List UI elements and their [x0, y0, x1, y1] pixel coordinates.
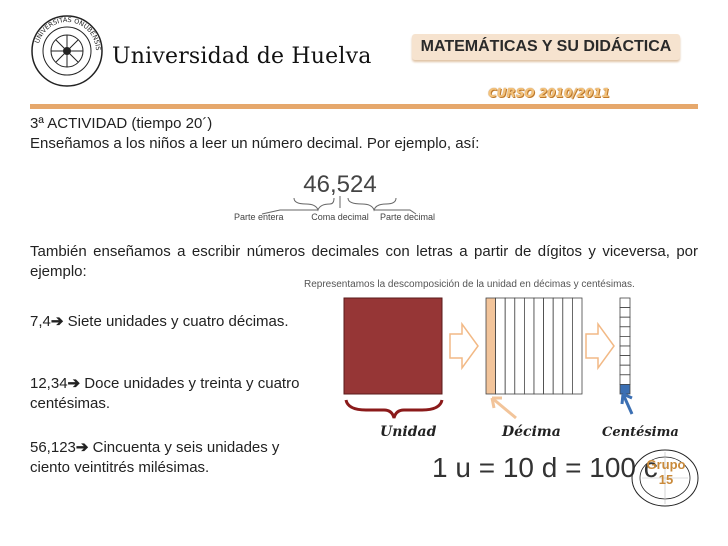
- tenth-strip: [524, 298, 534, 394]
- seal-text: UNIVERSITAS ONUBENSIS: [33, 15, 103, 51]
- group-badge: [638, 457, 694, 487]
- example-item: [30, 374, 320, 414]
- label-tenth: Décima: [502, 424, 561, 440]
- figure-caption: Representamos la descomposición de la unidad en décimas y centésimas.: [304, 279, 635, 290]
- unit-brace: [346, 400, 442, 418]
- tenth-strip: [486, 298, 496, 394]
- hundredth-cell: [620, 336, 630, 346]
- example-item: [30, 438, 320, 478]
- header-divider: [30, 104, 698, 109]
- example-number: 12,34: [30, 375, 68, 392]
- hundredth-cell: [620, 327, 630, 337]
- label-unit: Unidad: [380, 424, 437, 440]
- equivalence-equation: 1 u = 10 d = 100 c: [432, 452, 658, 483]
- tenths-grid: [486, 298, 582, 394]
- label-hundredth: Centésima: [602, 425, 679, 440]
- group-number: 15: [658, 472, 674, 487]
- hundredth-cell: [620, 308, 630, 318]
- example-words: Doce unidades y treinta y cuatro centésimas.: [30, 375, 300, 412]
- hundredth-cell: [620, 356, 630, 366]
- hundredth-cell: [620, 384, 630, 394]
- tenth-strip: [553, 298, 563, 394]
- label-decimal-comma: Coma decimal: [311, 212, 369, 222]
- group-label: Grupo: [646, 457, 686, 472]
- integer-brace: [294, 198, 334, 210]
- tenth-strip: [534, 298, 544, 394]
- example-words: Siete unidades y cuatro décimas.: [67, 313, 289, 330]
- tenth-pointer-arrow: [492, 398, 516, 418]
- hundredth-cell: [620, 365, 630, 375]
- tenth-strip: [572, 298, 582, 394]
- hollow-arrow-icon: [450, 324, 478, 368]
- hundredth-cell: [620, 317, 630, 327]
- course-title: MATEMÁTICAS Y SU DIDÁCTICA: [412, 34, 680, 60]
- university-seal-icon: [30, 14, 104, 88]
- tenth-strip: [505, 298, 515, 394]
- tenth-strip: [544, 298, 554, 394]
- unit-square: [344, 298, 442, 394]
- hundredths-strip: [620, 298, 630, 394]
- example-words: Cincuenta y seis unidades y ciento veintitrés milésimas.: [30, 439, 280, 476]
- decimal-parts-diagram: [220, 164, 460, 234]
- university-name: Universidad de Huelva: [112, 44, 372, 69]
- tenth-strip: [515, 298, 525, 394]
- writing-paragraph: También enseñamos a escribir números decimales con letras a partir de dígitos y viceversa, por ejemplo:: [30, 243, 698, 280]
- hundredth-cell: [620, 346, 630, 356]
- arrow-right-icon: ➔: [67, 375, 81, 392]
- unit-decomposition-figure: [340, 294, 679, 444]
- example-number: 7,4: [30, 313, 51, 330]
- tenth-strip: [496, 298, 506, 394]
- example-number: 56,123: [30, 439, 76, 456]
- hundredth-cell: [620, 375, 630, 385]
- course-year: CURSO 2010/2011: [488, 86, 610, 100]
- hundredth-cell: [620, 298, 630, 308]
- arrow-right-icon: ➔: [50, 313, 64, 330]
- decimal-number: 46,524: [303, 171, 377, 198]
- arrow-right-icon: ➔: [75, 439, 89, 456]
- hollow-arrow-icon: [586, 324, 614, 368]
- tenth-strip: [563, 298, 573, 394]
- activity-intro: Enseñamos a los niños a leer un número decimal. Por ejemplo, así:: [30, 135, 480, 152]
- label-decimal-part: Parte decimal: [380, 212, 436, 222]
- example-item: [30, 312, 320, 332]
- activity-title: 3ª ACTIVIDAD (tiempo 20´): [30, 115, 213, 132]
- decimal-brace: [348, 198, 396, 210]
- label-integer-part: Parte entera: [234, 212, 284, 222]
